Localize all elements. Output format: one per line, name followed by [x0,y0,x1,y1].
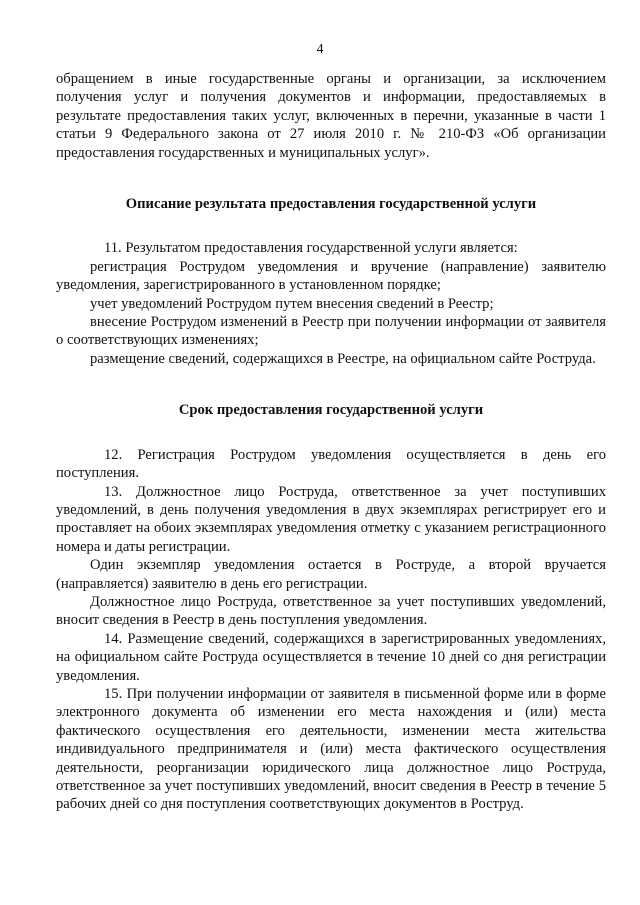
paragraph-14: 14. Размещение сведений, содержащихся в зарегистрированных уведомлениях, на официальном сайте Роструда осуществляется в течение 10 дней со дня регистрации уведомления. [56,630,606,684]
paragraph-copy: Один экземпляр уведомления остается в Роструде, а второй вручается (направляется) заявителю в день его регистрации. [56,557,606,592]
paragraph-12: 12. Регистрация Рострудом уведомления осуществляется в день его поступления. [56,446,606,482]
paragraph-13: 13. Должностное лицо Роструда, ответственное за учет поступивших уведомлений, в день получения уведомления в двух экземплярах регистрирует его и проставляет на обоих экземплярах уведомления отметку с указанием регистрационного номера и даты регистрации. [56,483,606,555]
paragraph-registration: регистрация Рострудом уведомления и вручение (направление) заявителю уведомления, зарегистрированного в установленном порядке; [56,258,606,294]
paragraph-changes: внесение Рострудом изменений в Реестр при получении информации от заявителя о соответствующих изменениях; [56,314,606,349]
paragraph-15: 15. При получении информации от заявителя в письменной форме или в форме электронного документа об изменении его места нахождения и (или) места фактического осуществления его деятельности, изменении места жительства индивидуального предпринимателя и (или) места фактического осуществления деятельности, реорганизации юридического лица должностное лицо Роструда, ответственное за учет поступивших уведомлений, вносит сведения в Реестр в течение 5 рабочих дней со дня поступления соответствующих документов в Роструд. [56,685,606,813]
document-body [56,70,606,814]
section-heading-result: Описание результата предоставления государственной услуги [125,196,537,213]
page-number: 4 [316,42,324,57]
paragraph-official: Должностное лицо Роструда, ответственное за учет поступивших уведомлений, вносит сведения в Реестр в день поступления уведомления. [56,593,606,629]
intro-paragraph: обращением в иные государственные органы и организации, за исключением получения услуг и получения документов и информации, предоставляемых в результате предоставления таких услуг, включенных в перечни, указанные в части 1 статьи 9 Федерального закона от 27 июля 2010 г. № 210-ФЗ «Об организации предоставления государственных и муниципальных услуг». [56,71,606,161]
paragraph-publication: размещение сведений, содержащихся в Реестре, на официальном сайте Роструда. [90,350,596,367]
paragraph-11: 11. Результатом предоставления государственной услуги является: [104,240,518,257]
section-heading-term: Срок предоставления государственной услуги [178,402,484,419]
paragraph-accounting: учет уведомлений Рострудом путем внесения сведений в Реестр; [90,295,494,312]
